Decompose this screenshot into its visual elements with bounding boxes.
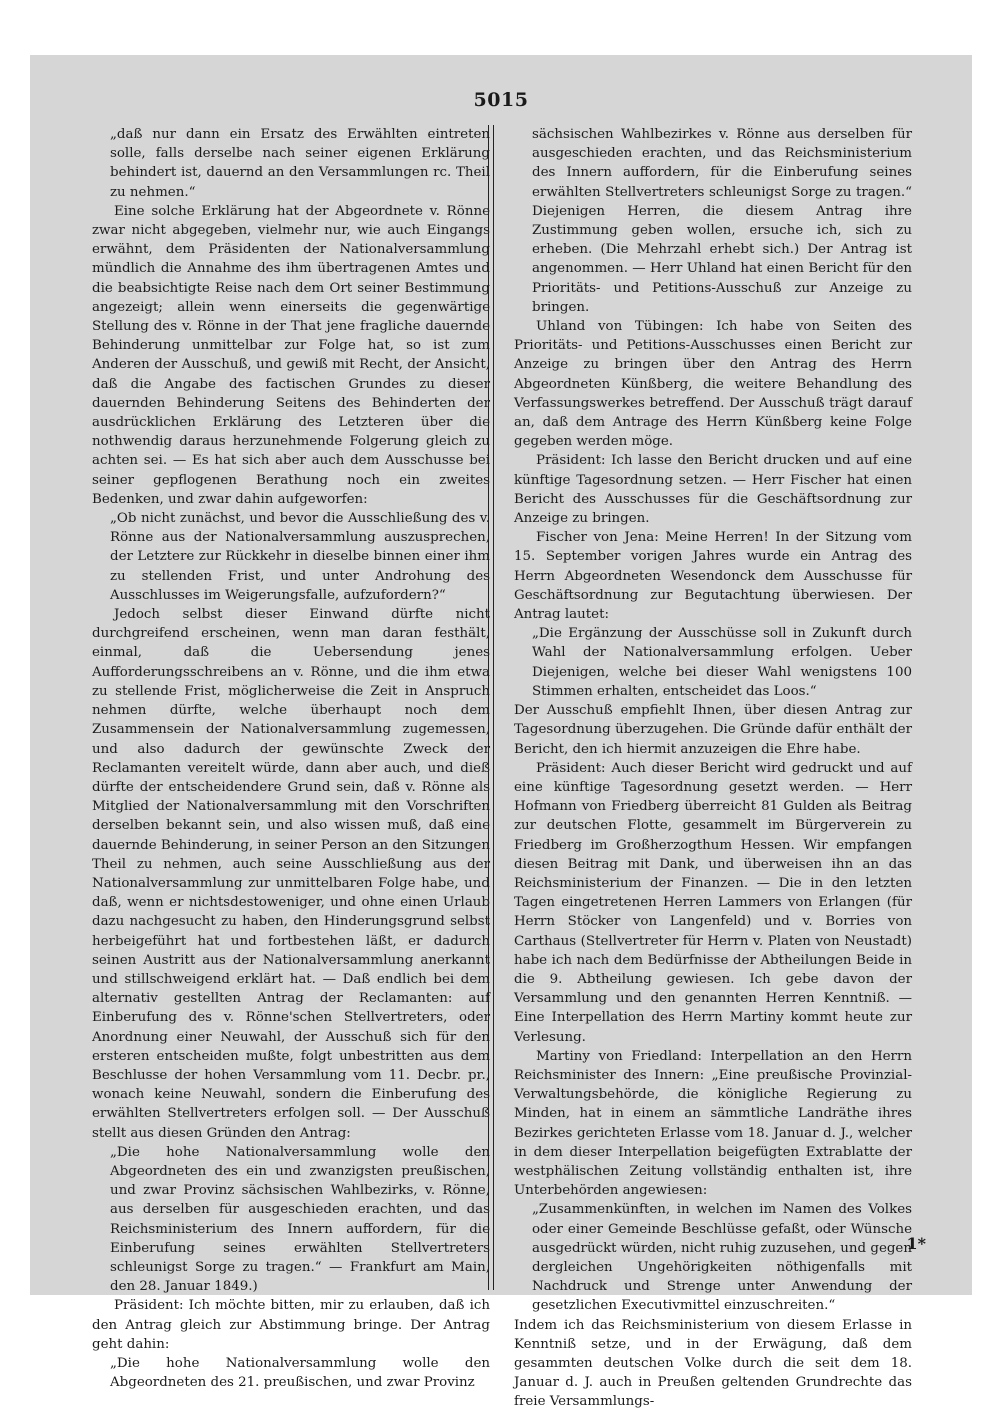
paragraph: Jedoch selbst dieser Einwand dürfte nicht durchgreifend erscheinen, wenn man daran festhält, einmal, daß die Uebersendung jenes Aufforderungsschreibens an v. Rönne, und die ihm etwa zu stellende Frist, möglicherweise die Zeit in Anspruch nehmen dürfte, welche überhaupt noch dem Zusammensein der Nationalversammlung zugemessen, und also dadurch der gewünschte Zweck der Reclamanten vereitelt würde, dann aber auch, und dieß dürfte der entscheidendere Grund sein, daß v. Rönne als Mitglied der Nationalversammlung mit den Vorschriften derselben bekannt sein, und also wissen muß, daß eine dauernde Behinderung, in seiner Person an den Sitzungen Theil zu nehmen, auch seine Ausschließung aus der Nationalversammlung zur unmittelbaren Folge habe, und daß, wenn er nichtsdestoweniger, und ohne einen Urlaub dazu nachgesucht zu haben, den Hinderungsgrund selbst herbeigeführt hat und fortbestehen läßt, er dadurch seinen Austritt aus der Nationalversammlung anerkannt und stillschweigend erklärt hat. — Daß endlich bei dem alternativ gestellten Antrag der Reclamanten: auf Einberufung des v. Rönne'schen Stellvertreters, oder Anordnung einer Neuwahl, der Ausschuß sich für den ersteren entscheiden mußte, folgt unbestritten aus dem Beschlusse der hohen Versammlung vom 11. Decbr. pr., wonach keine Neuwahl, sondern die Einberufung des erwählten Stellvertreters erfolgen soll. — Der Ausschuß stellt aus diesen Gründen den Antrag: [92,607,490,1141]
page-number: 5015 [473,89,529,111]
paragraph: „Die Ergänzung der Ausschüsse soll in Zukunft durch Wahl der Nationalversammlung erfolgen. Ueber Diejenigen, welche bei dieser Wahl wenigstens 100 Stimmen erhalten, entscheidet das Loos.“ [532,626,912,699]
paragraph: Indem ich das Reichsministerium von diesem Erlasse in Kenntniß setze, und in der Erwägung, daß dem gesammten deutschen Volke durch die seit dem 18. Januar d. J. auch in Preußen geltenden Grundrechte das freie Versammlungs- [514,1317,912,1410]
catchword: 1* [906,1234,926,1253]
paragraph: Der Ausschuß empfiehlt Ihnen, über diesen Antrag zur Tagesordnung überzugehen. Die Gründe dafür enthält der Bericht, den ich hiermit anzuzeigen die Ehre habe. [514,703,912,757]
paragraph: „Die hohe Nationalversammlung wolle den Abgeordneten des 21. preußischen, und zwar Provinz [110,1356,490,1391]
paragraph: „Zusammenkünften, in welchen im Namen des Volkes oder einer Gemeinde Beschlüsse gefaßt, oder Wünsche ausgedrückt würden, nicht ruhig zuzusehen, und gegen dergleichen Ungehörigkeiten nöthigenfalls mit Nachdruck und Strenge unter Anwendung der gesetzlichen Executivmittel einzuschreiten.“ [532,1202,912,1314]
paragraph: Martiny von Friedland: Interpellation an den Herrn Reichsminister des Innern: „Eine preußische Provinzial-Verwaltungsbehörde, die königliche Regierung zu Minden, hat in einem an sämmtliche Landräthe ihres Bezirkes gerichteten Erlasse vom 18. Januar d. J., welcher in dem dieser Interpellation beigefügten Extrablatte der westphälischen Zeitung vollständig enthalten ist, ihre Unterbehörden angewiesen: [514,1048,912,1199]
left-column [92,125,490,1392]
paragraph: Präsident: Auch dieser Bericht wird gedruckt und auf eine künftige Tagesordnung gesetzt werden. — Herr Hofmann von Friedberg überreicht 81 Gulden als Beitrag zur deutschen Flotte, gesammelt im Bürgerverein zu Friedberg im Großherzogthum Hessen. Wir empfangen diesen Beitrag mit Dank, und überweisen ihn an das Reichsministerium der Finanzen. — Die in den letzten Tagen eingetretenen Herren Lammers von Erlangen (für Herrn Stöcker von Langenfeld) und v. Borries von Carthaus (Stellvertreter für Herrn v. Platen von Neustadt) habe ich nach dem Bedürfnisse der Abtheilungen Beide in die 9. Abtheilung gewiesen. Ich gebe davon der Versammlung und den genannten Herren Kenntniß. — Eine Interpellation des Herrn Martiny kommt heute zur Verlesung. [514,760,912,1045]
newspaper-page [30,55,972,1410]
paragraph: sächsischen Wahlbezirkes v. Rönne aus derselben für ausgeschieden erachten, und das Reichsministerium des Innern auffordern, für die Einberufung seines erwählten Stellvertreters schleunigst Sorge zu tragen.“ Diejenigen Herren, die diesem Antrag ihre Zustimmung geben wollen, ersuche ich, sich zu erheben. (Die Mehrzahl erhebt sich.) Der Antrag ist angenommen. — Herr Uhland hat einen Bericht für den Prioritäts- und Petitions-Ausschuß zur Anzeige zu bringen. [532,127,912,315]
paragraph: Fischer von Jena: Meine Herren! In der Sitzung vom 15. September vorigen Jahres wurde ein Antrag des Herrn Abgeordneten Wesendonck dem Ausschusse für Geschäftsordnung zur Begutachtung überwiesen. Der Antrag lautet: [514,530,912,623]
paragraph: „Die hohe Nationalversammlung wolle den Abgeordneten des ein und zwanzigsten preußischen, und zwar Provinz sächsischen Wahlbezirks, v. Rönne, aus derselben für ausgeschieden erachten, und das Reichsministerium des Innern auffordern, für die Einberufung seines erwählten Stellvertreters schleunigst Sorge zu tragen.“ — Frankfurt am Main, den 28. Januar 1849.) [110,1144,490,1295]
paragraph: Eine solche Erklärung hat der Abgeordnete v. Rönne zwar nicht abgegeben, vielmehr nur, wie auch Eingangs erwähnt, dem Präsidenten der Nationalversammlung mündlich die Annahme des ihm übertragenen Amtes und die beabsichtigte Reise nach dem Ort seiner Bestimmung angezeigt; allein wenn einerseits die gegenwärtige Stellung des v. Rönne in der That jene fragliche dauernde Behinderung unmittelbar zur Folge hat, so ist zum Anderen der Ausschuß, und gewiß mit Recht, der Ansicht, daß die Angabe des factischen Grundes zu dieser dauernden Behinderung Seitens des Behinderten der ausdrücklichen Erklärung des Letzteren über die nothwendig daraus herzunehmende Folgerung gleich zu achten sei. — Es hat sich aber auch dem Ausschusse bei seiner gepflogenen Berathung noch ein zweites Bedenken, und zwar dahin aufgeworfen: [92,203,490,507]
column-divider [488,125,494,1290]
paragraph: „daß nur dann ein Ersatz des Erwählten eintreten solle, falls derselbe nach seiner eigenen Erklärung behindert ist, dauernd an den Versammlungen rc. Theil zu nehmen.“ [110,127,490,200]
paragraph: Präsident: Ich lasse den Bericht drucken und auf eine künftige Tagesordnung setzen. — Herr Fischer hat einen Bericht des Ausschusses für die Geschäftsordnung zur Anzeige zu bringen. [514,453,912,527]
right-column [514,125,912,1412]
paragraph: „Ob nicht zunächst, und bevor die Ausschließung des v. Rönne aus der Nationalversammlung auszusprechen, der Letztere zur Rückkehr in dieselbe binnen einer ihm zu stellenden Frist, und unter Androhung des Ausschlusses im Weigerungsfalle, aufzufordern?“ [110,511,490,603]
paragraph: Uhland von Tübingen: Ich habe von Seiten des Prioritäts- und Petitions-Ausschusses einen Bericht zur Anzeige zu bringen über den Antrag des Herrn Abgeordneten Künßberg, die weitere Behandlung des Verfassungswerkes betreffend. Der Ausschuß trägt darauf an, daß dem Antrage des Herrn Künßberg keine Folge gegeben werden möge. [514,319,912,450]
paragraph: Präsident: Ich möchte bitten, mir zu erlauben, daß ich den Antrag gleich zur Abstimmung bringe. Der Antrag geht dahin: [92,1298,490,1352]
